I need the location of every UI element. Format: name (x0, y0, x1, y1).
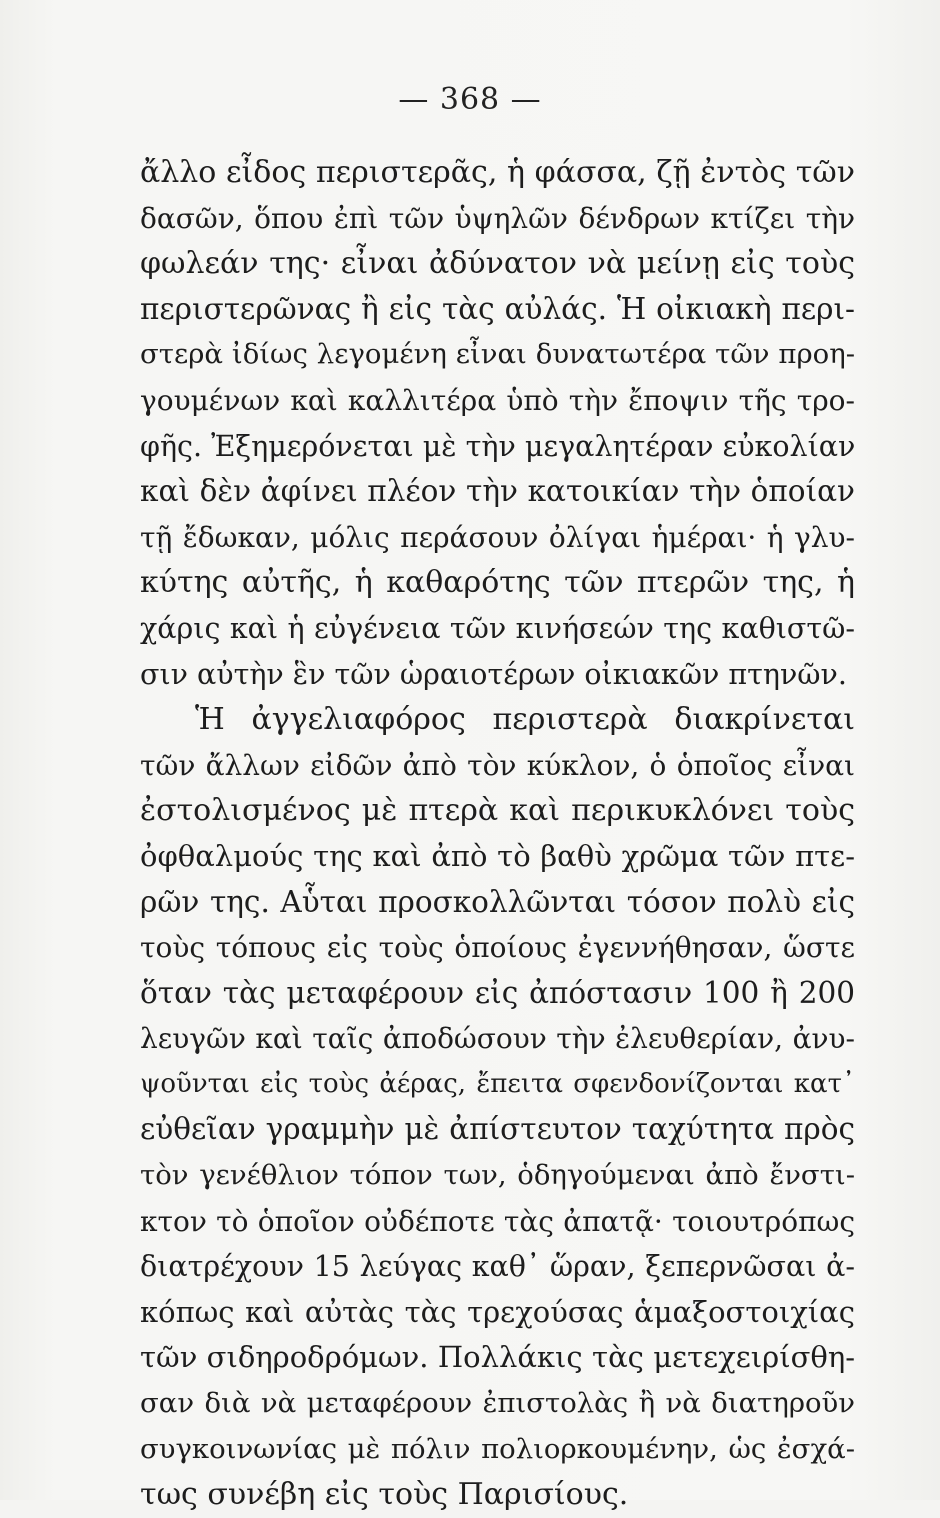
text-line: κτον τὸ ὁποῖον οὐδέποτε τὰς ἀπατᾷ· τοιουτρόπως (140, 1204, 855, 1238)
text-line: τῶν σιδηροδρόμων. Πολλάκις τὰς μετεχειρίσθη- (140, 1340, 855, 1375)
text-line: εὐθεῖαν γραμμὴν μὲ ἀπίστευτον ταχύτητα πρὸς (140, 1112, 855, 1147)
text-line: κόπως καὶ αὐτὰς τὰς τρεχούσας ἁμαξοστοιχίας (140, 1294, 855, 1329)
text-line: τως συνέβη εἰς τοὺς Παρισίους. (140, 1477, 629, 1513)
text-line: δασῶν, ὅπου ἐπὶ τῶν ὑψηλῶν δένδρων κτίζει τὴν (140, 201, 855, 235)
text-line: σαν διὰ νὰ μεταφέρουν ἐπιστολὰς ἢ νὰ διατηροῦν (140, 1387, 855, 1420)
body-text (140, 150, 855, 1518)
text-line: φωλεάν της· εἶναι ἀδύνατον νὰ μείνῃ εἰς τοὺς (140, 246, 855, 282)
text-line: τὸν γενέθλιον τόπον των, ὁδηγούμεναι ἀπὸ ἔνστι- (140, 1159, 855, 1192)
text-line: ρῶν της. Αὗται προσκολλῶνται τόσον πολὺ εἰς (140, 884, 855, 919)
text-line: γουμένων καὶ καλλιτέρα ὑπὸ τὴν ἔποψιν τῆς τρο- (140, 383, 855, 417)
text-line: φῆς. Ἐξημερόνεται μὲ τὴν μεγαλητέραν εὐκολίαν (140, 429, 855, 463)
text-line: συγκοινωνίας μὲ πόλιν πολιορκουμένην, ὡς ἐσχά- (140, 1432, 855, 1465)
text-line: τῇ ἔδωκαν, μόλις περάσουν ὀλίγαι ἡμέραι· ἡ γλυ- (140, 520, 855, 554)
page-number: — 368 — (398, 82, 542, 117)
text-line: κύτης αὐτῆς, ἡ καθαρότης τῶν πτερῶν της, ἡ (140, 565, 855, 601)
text-line: στερὰ ἰδίως λεγομένη εἶναι δυνατωτέρα τῶν προη- (140, 338, 855, 371)
text-line: καὶ δὲν ἀφίνει πλέον τὴν κατοικίαν τὴν ὁποίαν (140, 474, 855, 509)
text-line: χάρις καὶ ἡ εὐγένεια τῶν κινήσεών της καθιστῶ- (140, 611, 855, 645)
text-line: λευγῶν καὶ ταῖς ἀποδώσουν τὴν ἐλευθερίαν, ἀνυ- (140, 1022, 855, 1056)
text-line: περιστερῶνας ἢ εἰς τὰς αὐλάς. Ἡ οἰκιακὴ περι- (140, 291, 855, 326)
paragraph-start-line: Ἡ ἀγγελιαφόρος περιστερὰ διακρίνεται (195, 702, 855, 738)
text-line: ὀφθαλμούς της καὶ ἀπὸ τὸ βαθὺ χρῶμα τῶν πτε- (140, 838, 855, 873)
text-line: ἐστολισμένος μὲ πτερὰ καὶ περικυκλόνει τοὺς (140, 793, 855, 829)
text-line: ὅταν τὰς μεταφέρουν εἰς ἀπόστασιν 100 ἢ 200 (140, 975, 855, 1010)
text-line: διατρέχουν 15 λεύγας καθ᾽ ὥραν, ξεπερνῶσαι ἀ- (140, 1250, 855, 1284)
text-line: τοὺς τόπους εἰς τοὺς ὁποίους ἐγεννήθησαν, ὥστε (140, 931, 855, 965)
text-line: σιν αὐτὴν ἓν τῶν ὡραιοτέρων οἰκιακῶν πτηνῶν. (140, 657, 847, 691)
text-line: ἄλλο εἶδος περιστερᾶς, ἡ φάσσα, ζῇ ἐντὸς τῶν (140, 155, 855, 190)
text-line: τῶν ἄλλων εἰδῶν ἀπὸ τὸν κύκλον, ὁ ὁποῖος εἶναι (140, 748, 855, 782)
text-line: ψοῦνται εἰς τοὺς ἀέρας, ἔπειτα σφενδονίζονται κατ᾽ (140, 1068, 855, 1099)
